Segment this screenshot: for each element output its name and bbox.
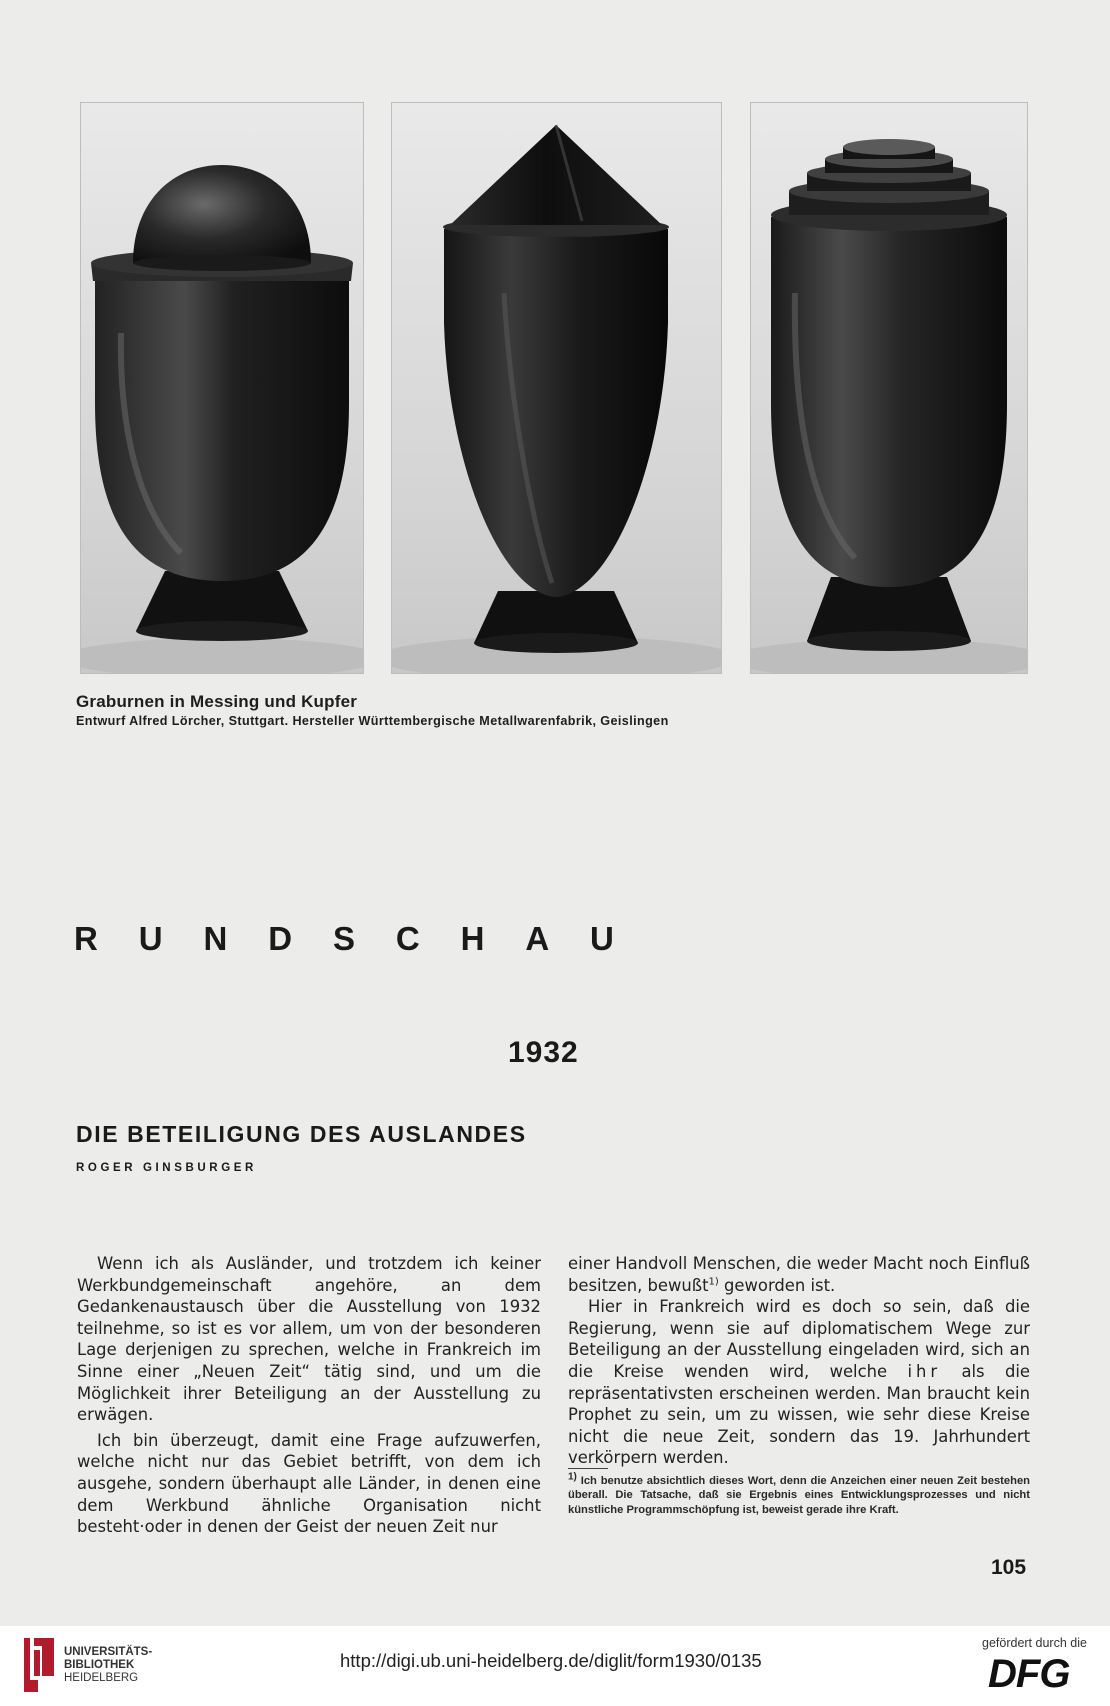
paragraph-text: Hier in Frankreich wird es doch so sein, daß die Regierung, wenn sie auf diplomatischem Wege zur Beteiligung an der Ausstellung eingeladen wird, sich an die Kreise wenden wird, welche (568, 1297, 1030, 1381)
text-column-left (77, 1253, 541, 1538)
paragraph (568, 1253, 1030, 1296)
urn-stepped-illustration (751, 103, 1027, 673)
university-library-logo-icon[interactable] (22, 1636, 56, 1694)
dfg-logo[interactable]: DFG (988, 1652, 1070, 1696)
footnote-mark: 1) (568, 1471, 577, 1483)
paragraph (568, 1296, 1030, 1469)
article-author: ROGER GINSBURGER (76, 1162, 257, 1174)
section-letter: D (268, 920, 293, 957)
urn-photo-dome-lid (80, 102, 364, 674)
page-number: 105 (991, 1556, 1027, 1579)
digitization-footer (0, 1626, 1110, 1706)
library-name-line: UNIVERSITÄTS- (64, 1646, 153, 1658)
urn-photo-stepped-lid (750, 102, 1028, 674)
urn-cone-illustration (392, 103, 721, 673)
emphasized-word: ihr (907, 1361, 942, 1381)
library-name-line: HEIDELBERG (64, 1672, 139, 1684)
paragraph: Ich bin überzeugt, damit eine Frage aufzuwerfen, welche nicht nur das Gebiet betrifft, von dem ich ausgehe, sondern überhaupt alle Länder, in denen eine dem Werkbund ähnliche Organisation nicht besteht·oder in denen der Geist der neuen Zeit nur (77, 1430, 541, 1537)
section-letter: N (203, 920, 228, 957)
section-letter: H (460, 920, 485, 957)
section-title (74, 920, 614, 958)
section-letter: U (138, 920, 163, 957)
figure-caption-title: Graburnen in Messing und Kupfer (76, 692, 358, 711)
paragraph-text: einer Handvoll Menschen, die weder Macht noch Einfluß besitzen, bewußt (568, 1254, 1030, 1295)
urn-photo-cone-lid (391, 102, 722, 674)
urn-dome-illustration (81, 103, 363, 673)
article-headline: DIE BETEILIGUNG DES AUSLANDES (76, 1121, 527, 1147)
section-letter: R (74, 920, 98, 957)
paragraph: Wenn ich als Ausländer, und trotzdem ich keiner Werkbundgemeinschaft angehöre, an dem Gedankenaustausch über die Ausstellung von 1932 teilnehme, so ist es vor allem, um von der besonderen Lage derjenigen zu sprechen, welche in Frankreich im Sinne einer „Neuen Zeit“ tätig sind, und um die Möglichkeit ihrer Beteiligung an der Ausstellung zu erwägen. (77, 1254, 541, 1425)
footnote-reference: 1) (708, 1276, 719, 1288)
footnote-text: Ich benutze absichtlich dieses Wort, denn die Anzeichen einer neuen Zeit bestehen überall. Die Tatsache, daß sie Ergebnis eines Entwicklungsprozesses und nicht künstliche Programmschöpfung ist, beweist gerade ihre Kraft. (568, 1475, 1030, 1516)
section-letter: S (332, 920, 355, 957)
figure-caption-credit: Entwurf Alfred Lörcher, Stuttgart. Hersteller Württembergische Metallwarenfabrik, Geislingen (76, 714, 669, 728)
funding-note: gefördert durch die (982, 1636, 1087, 1650)
text-column-right (568, 1253, 1030, 1469)
footnote-divider (568, 1468, 608, 1469)
permalink-url[interactable]: http://digi.ub.uni-heidelberg.de/diglit/form1930/0135 (340, 1650, 762, 1671)
library-name[interactable] (64, 1646, 152, 1685)
footnote (568, 1471, 1030, 1517)
paragraph-text: geworden ist. (718, 1275, 836, 1295)
section-letter: C (395, 920, 420, 957)
paragraph-text: als die repräsentativsten erscheinen werden. Man braucht kein Prophet zu sein, um zu wissen, wie sehr diese Kreise nicht die neue Zeit, sondern das 19. Jahrhundert verkörpern werden. (568, 1361, 1030, 1468)
library-name-line: BIBLIOTHEK (64, 1659, 135, 1671)
article-year: 1932 (508, 1036, 579, 1069)
section-letter: A (525, 920, 550, 957)
section-letter: U (590, 920, 614, 957)
